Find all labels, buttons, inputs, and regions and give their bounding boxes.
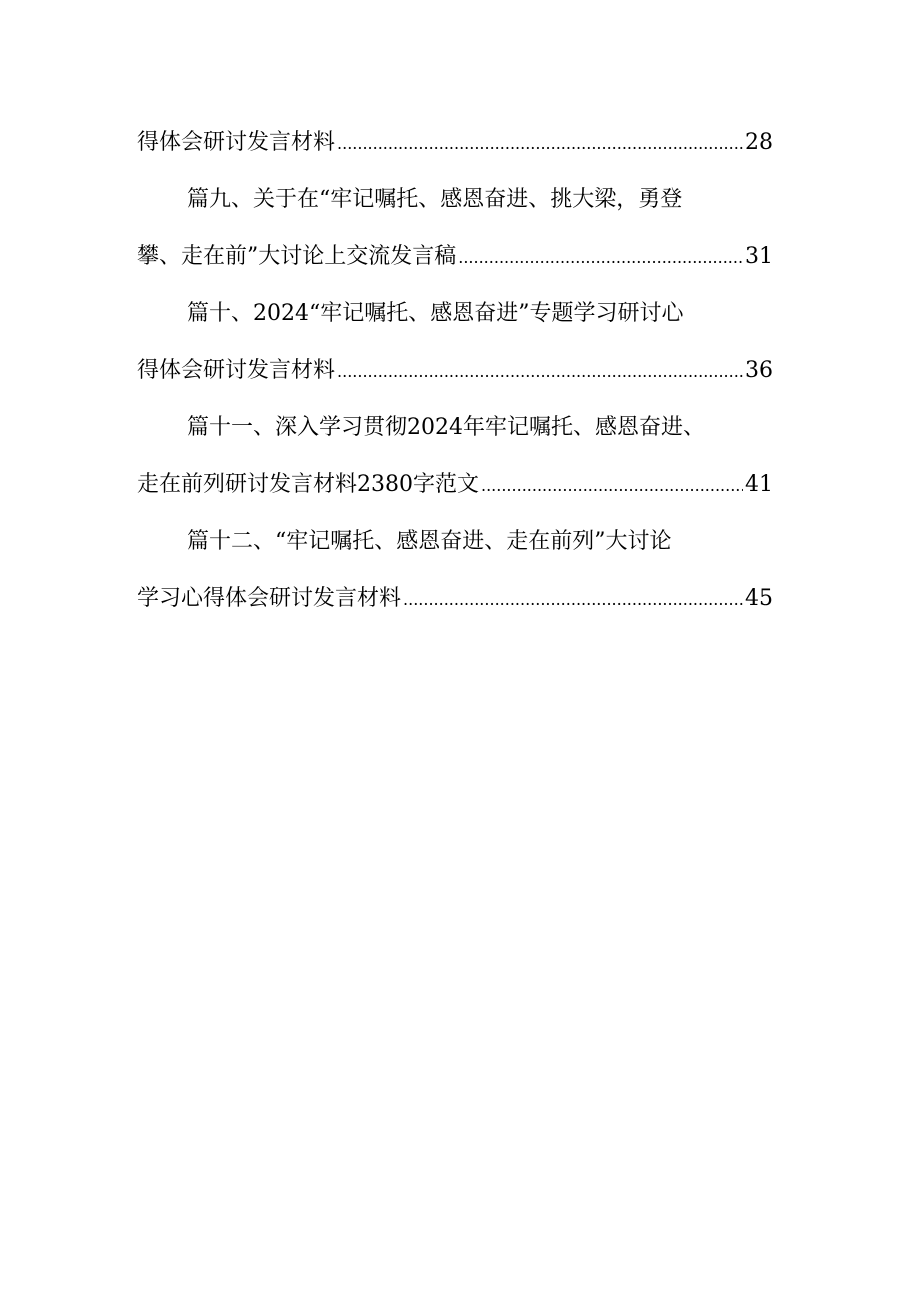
toc-leader-dots (458, 238, 743, 277)
toc-entry-11-tail[interactable] (137, 466, 773, 504)
toc-page-number: 31 (745, 244, 773, 269)
toc-leader-dots (337, 124, 743, 163)
table-of-contents (137, 124, 773, 637)
toc-entry-text: 得体会研讨发言材料 (137, 130, 336, 155)
toc-leader-dots (481, 466, 743, 505)
toc-entry-9-head[interactable]: 篇九、关于在“牢记嘱托、感恩奋进、挑大梁，勇登 (187, 187, 683, 212)
toc-leader-dots (403, 580, 743, 619)
toc-entry-10-head[interactable]: 篇十、2024“牢记嘱托、感恩奋进”专题学习研讨心 (187, 301, 684, 326)
toc-entry-text: 得体会研讨发言材料 (137, 358, 336, 383)
toc-page-number: 41 (745, 472, 773, 497)
toc-leader-dots (337, 352, 743, 391)
toc-entry-8-tail[interactable] (137, 124, 773, 162)
toc-entry-12-tail[interactable] (137, 580, 773, 618)
toc-page-number: 28 (745, 130, 773, 155)
toc-page-number: 45 (745, 586, 773, 611)
toc-entry-11-head[interactable]: 篇十一、深入学习贯彻2024年牢记嘱托、感恩奋进、 (187, 415, 705, 440)
toc-entry-10-tail[interactable] (137, 352, 773, 390)
toc-entry-text: 走在前列研讨发言材料2380字范文 (137, 472, 479, 497)
toc-entry-12-head[interactable]: 篇十二、“牢记嘱托、感恩奋进、走在前列”大讨论 (187, 529, 672, 554)
toc-entry-9-tail[interactable] (137, 238, 773, 276)
toc-page-number: 36 (745, 358, 773, 383)
toc-entry-text: 学习心得体会研讨发言材料 (137, 586, 402, 611)
toc-entry-text: 攀、走在前”大讨论上交流发言稿 (137, 244, 457, 269)
